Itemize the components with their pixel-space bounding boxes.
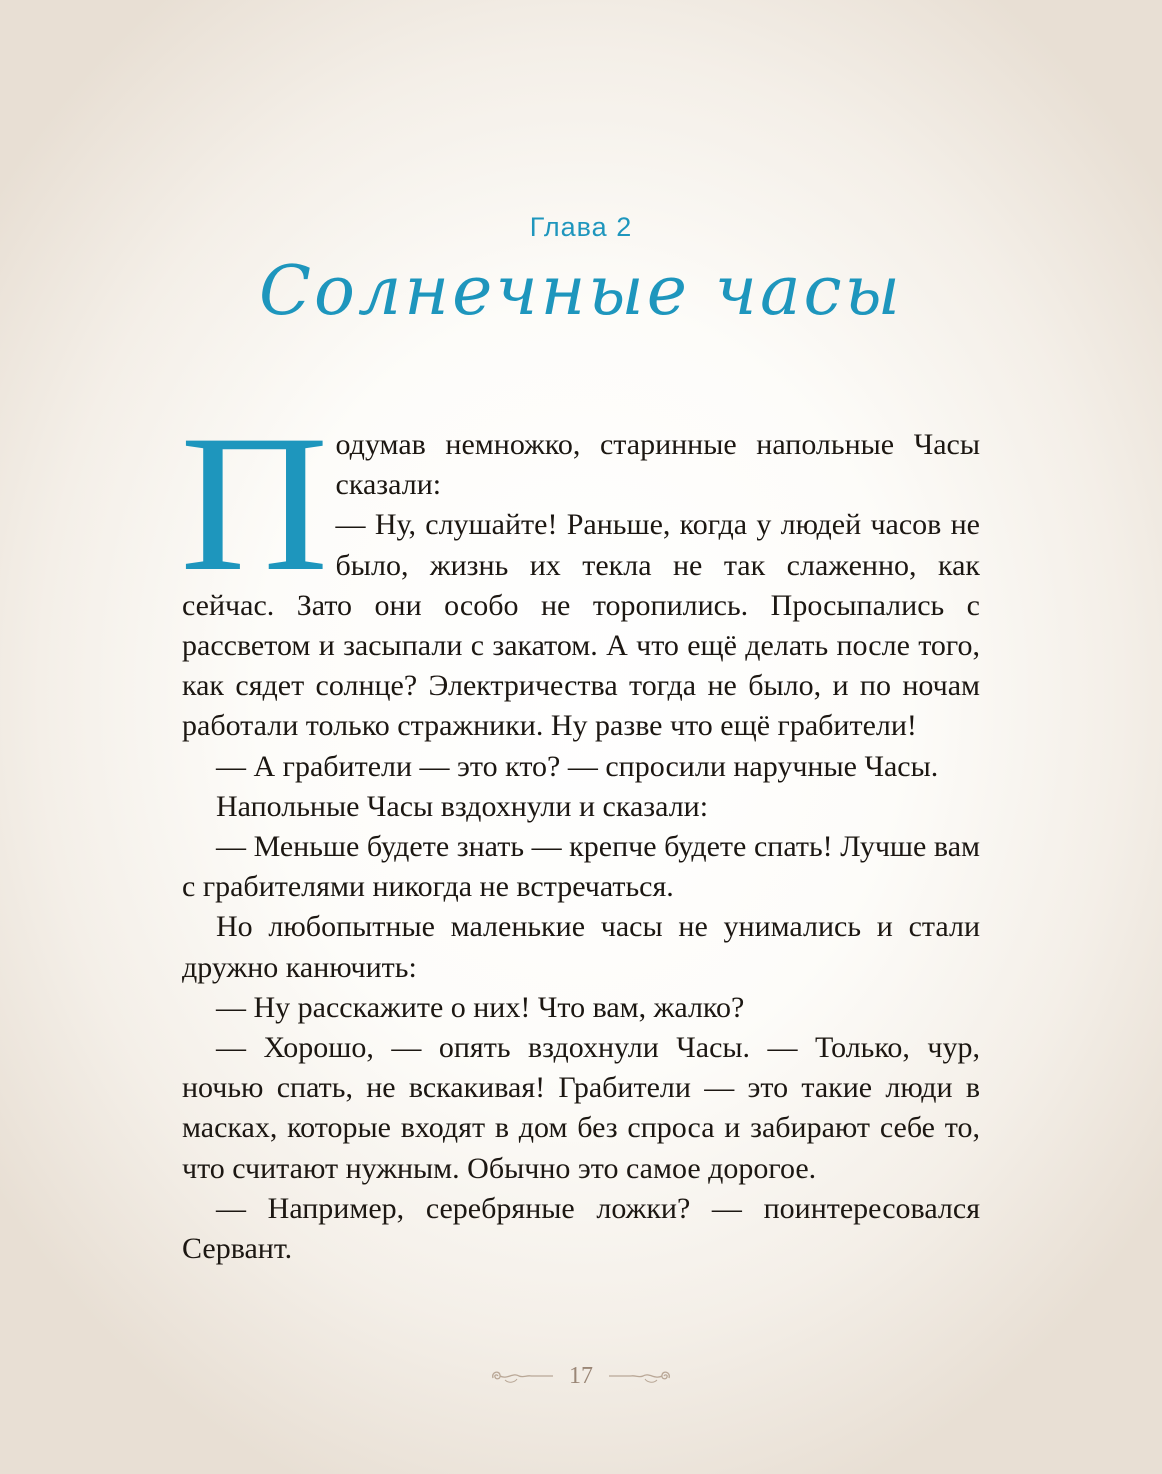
right-ornament-icon — [607, 1366, 673, 1386]
paragraph-1 — [180, 395, 980, 612]
paragraph-3: — А грабители — это кто? — спросили наручные Часы. — [216, 749, 939, 783]
left-ornament-icon — [489, 1366, 555, 1386]
page-number: 17 — [569, 1362, 593, 1389]
page-footer — [0, 1358, 1162, 1394]
paragraph-9: — Например, серебряные ложки? — поинтересовался Сервант. — [182, 1191, 980, 1266]
chapter-title: Солнечные часы — [259, 252, 903, 331]
paragraph-1-text: одумав немножко, старинные напольные Часы сказали: — [335, 428, 980, 502]
paragraph-6: Но любопытные маленькие часы не унимались и стали дружно канючить: — [182, 910, 980, 984]
paragraph-2: — Ну, слушайте! Раньше, когда у людей часов не было, жизнь их текла не так слаженно, как сейчас. Зато они особо не торопились. Просыпались с рассветом и засыпали с закатом. А что ещё делать после того, как сядет солнце? Электричества тогда не было, и по ночам работали только стражники. Ну разве что ещё грабители! — [182, 508, 980, 743]
body-text — [180, 395, 980, 1269]
drop-cap: П — [180, 395, 329, 612]
paragraph-8: — Хорошо, — опять вздохнули Часы. — Только, чур, ночью спать, не вскакивая! Грабители — это такие люди в масках, которые входят в дом без спроса и забирают себе то, что считают нужным. Обычно это самое дорогое. — [182, 1031, 980, 1185]
paragraph-7: — Ну расскажите о них! Что вам, жалко? — [216, 990, 745, 1024]
chapter-label: Глава 2 — [529, 212, 633, 242]
paragraph-4: Напольные Часы вздохнули и сказали: — [216, 789, 709, 823]
paragraph-5: — Меньше будете знать — крепче будете спать! Лучше вам с грабителями никогда не встречаться. — [182, 830, 980, 904]
